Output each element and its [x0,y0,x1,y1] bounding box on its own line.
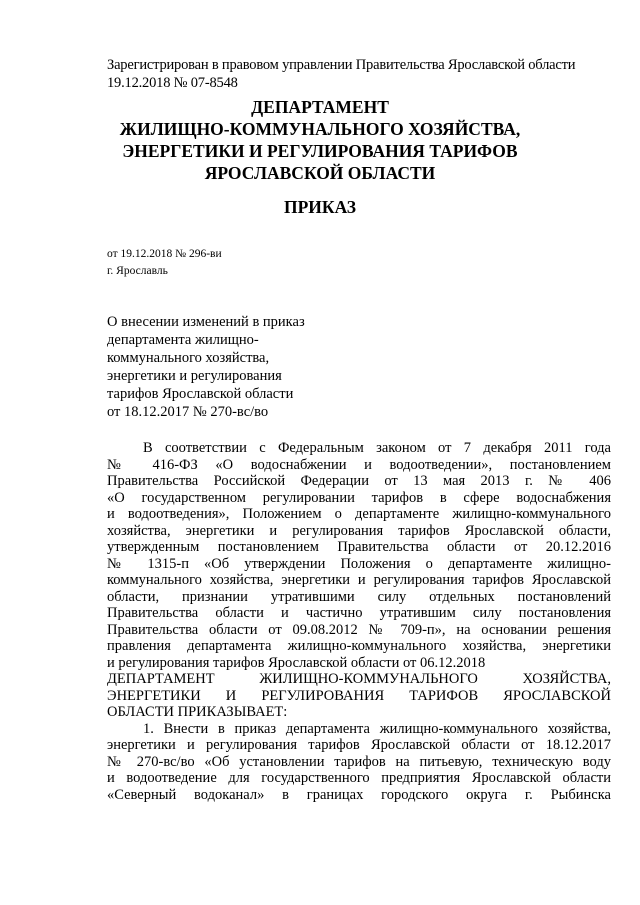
preamble-line: хозяйства, энергетики и регулирования тарифов Ярославской области, [107,522,611,539]
item-1-line: «Северный водоканал» в границах городского округа г. Рыбинска [107,786,611,803]
item-1-line: и водоотведение для государственного предприятия Ярославской области [107,770,611,786]
preamble-line: и регулирования тарифов Ярославской области от 06.12.2018 [107,654,486,671]
preamble-line: Правительства Российской Федерации от 13 мая 2013 г. № 406 [107,473,611,489]
subject-line: О внесении изменений в приказ [107,314,305,330]
item-1-line: энергетики и регулирования тарифов Ярославской области от 18.12.2017 [107,737,611,753]
item-1-line: 1. Внести в приказ департамента жилищно-коммунального хозяйства, [143,720,611,737]
department-line-1: ДЕПАРТАМЕНТ [251,97,389,117]
order-meta [107,246,222,280]
preamble-line: Правительства области и частично утратившим силу постановления [107,605,611,621]
preamble-line: № 1315-п «Об утверждении Положения о департаменте жилищно- [107,555,611,572]
item-1-line: № 270-вс/во «Об установлении тарифов на питьевую, техническую воду [107,753,611,770]
orders-line: ДЕПАРТАМЕНТ ЖИЛИЩНО-КОММУНАЛЬНОГО ХОЗЯЙСТВА, [107,671,611,687]
orders-line: ОБЛАСТИ ПРИКАЗЫВАЕТ: [107,704,288,720]
orders-line: ЭНЕРГЕТИКИ И РЕГУЛИРОВАНИЯ ТАРИФОВ ЯРОСЛАВСКОЙ [107,687,611,704]
department-line-4: ЯРОСЛАВСКОЙ ОБЛАСТИ [204,163,436,183]
registration-note [107,56,617,92]
order-subject [107,313,367,421]
order-body [107,440,611,803]
document-title: ПРИКАЗ [283,197,357,217]
preamble-line: № 416-ФЗ «О водоснабжении и водоотведении», постановлением [107,456,611,473]
registration-line-1: Зарегистрирован в правовом управлении Правительства Ярославской области [107,57,576,73]
subject-line: энергетики и регулирования [107,368,282,384]
order-date-number: от 19.12.2018 № 296-ви [107,248,222,260]
preamble-line: Правительства области от 09.08.2012 № 709-п», на основании решения [107,621,611,638]
preamble-line: и водоотведения», Положением о департаменте жилищно-коммунального [107,506,611,522]
preamble-line: «О государственном регулировании тарифов в сфере водоснабжения [107,489,611,506]
preamble-line: В соответствии с Федеральным законом от 7 декабря 2011 года [143,440,611,456]
subject-line: от 18.12.2017 № 270-вс/во [107,404,269,420]
subject-line: коммунального хозяйства, [107,350,270,366]
preamble-line: утвержденным постановлением Правительства области от 20.12.2016 [107,539,611,555]
preamble-line: области, признании утратившими силу отдельных постановлений [107,588,611,605]
subject-line: департамента жилищно- [107,332,259,348]
registration-line-2: 19.12.2018 № 07-8548 [107,75,238,91]
preamble-line: коммунального хозяйства, энергетики и регулирования тарифов Ярославской [107,572,611,588]
department-line-2: ЖИЛИЩНО-КОММУНАЛЬНОГО ХОЗЯЙСТВА, [119,119,521,139]
department-header [0,96,640,184]
order-city: г. Ярославль [107,265,168,277]
preamble-line: правления департамента жилищно-коммунального хозяйства, энергетики [107,638,611,654]
department-line-3: ЭНЕРГЕТИКИ И РЕГУЛИРОВАНИЯ ТАРИФОВ [122,141,518,161]
subject-line: тарифов Ярославской области [107,386,294,402]
